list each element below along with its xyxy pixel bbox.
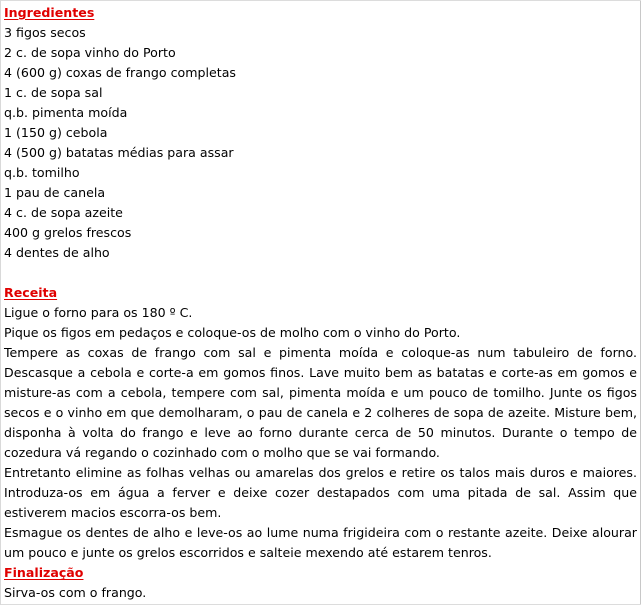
grid-line [1, 0, 641, 1]
recipe-document [4, 3, 637, 603]
ingredient-item: 4 (600 g) coxas de frango completas [4, 65, 236, 80]
ingredients-heading: Ingredientes [4, 5, 95, 20]
finishing-text: Sirva-os com o frango. [4, 585, 147, 600]
recipe-step: Ligue o forno para os 180 º C. [4, 305, 193, 320]
finishing-heading: Finalização [4, 565, 84, 580]
recipe-step: Pique os figos em pedaços e coloque-os de molho com o vinho do Porto. [4, 325, 461, 340]
recipe-step: Entretanto elimine as folhas velhas ou amarelas dos grelos e retire os talos mais duros e maiores. Introduza-os em água a ferver e deixe cozer destapados com uma pitada de sal. Assim que estiverem macios escorra-os bem. [4, 465, 637, 520]
recipe-step: Esmague os dentes de alho e leve-os ao lume numa frigideira com o restante azeite. Deixe alourar um pouco e junte os grelos escorridos e salteie mexendo até estarem tenros. [4, 525, 637, 560]
ingredient-item: 1 c. de sopa sal [4, 85, 103, 100]
ingredients-list [4, 23, 637, 263]
ingredient-item: 2 c. de sopa vinho do Porto [4, 45, 176, 60]
ingredient-item: 4 dentes de alho [4, 245, 110, 260]
recipe-step: Tempere as coxas de frango com sal e pimenta moída e coloque-as num tabuleiro de forno. Descasque a cebola e corte-a em gomos finos. Lave muito bem as batatas e corte-as em gomos e misture-as com a cebola, tempere com sal, pimenta moída e um pouco de tomilho. Junte os figos secos e o vinho em que demolharam, o pau de canela e 2 colheres de sopa de azeite. Misture bem, disponha à volta do frango e leve ao forno durante cerca de 50 minutos. Durante o tempo de cozedura vá regando o cozinhado com o molho que se vai formando. [4, 345, 637, 460]
ingredient-item: 3 figos secos [4, 25, 86, 40]
ingredient-item: q.b. pimenta moída [4, 105, 128, 120]
ingredient-item: q.b. tomilho [4, 165, 80, 180]
ingredient-item: 4 (500 g) batatas médias para assar [4, 145, 234, 160]
ingredient-item: 1 pau de canela [4, 185, 106, 200]
ingredient-item: 4 c. de sopa azeite [4, 205, 123, 220]
blank-row [4, 263, 637, 283]
ingredient-item: 1 (150 g) cebola [4, 125, 108, 140]
ingredient-item: 400 g grelos frescos [4, 225, 132, 240]
recipe-steps [4, 303, 637, 563]
recipe-heading: Receita [4, 285, 58, 300]
